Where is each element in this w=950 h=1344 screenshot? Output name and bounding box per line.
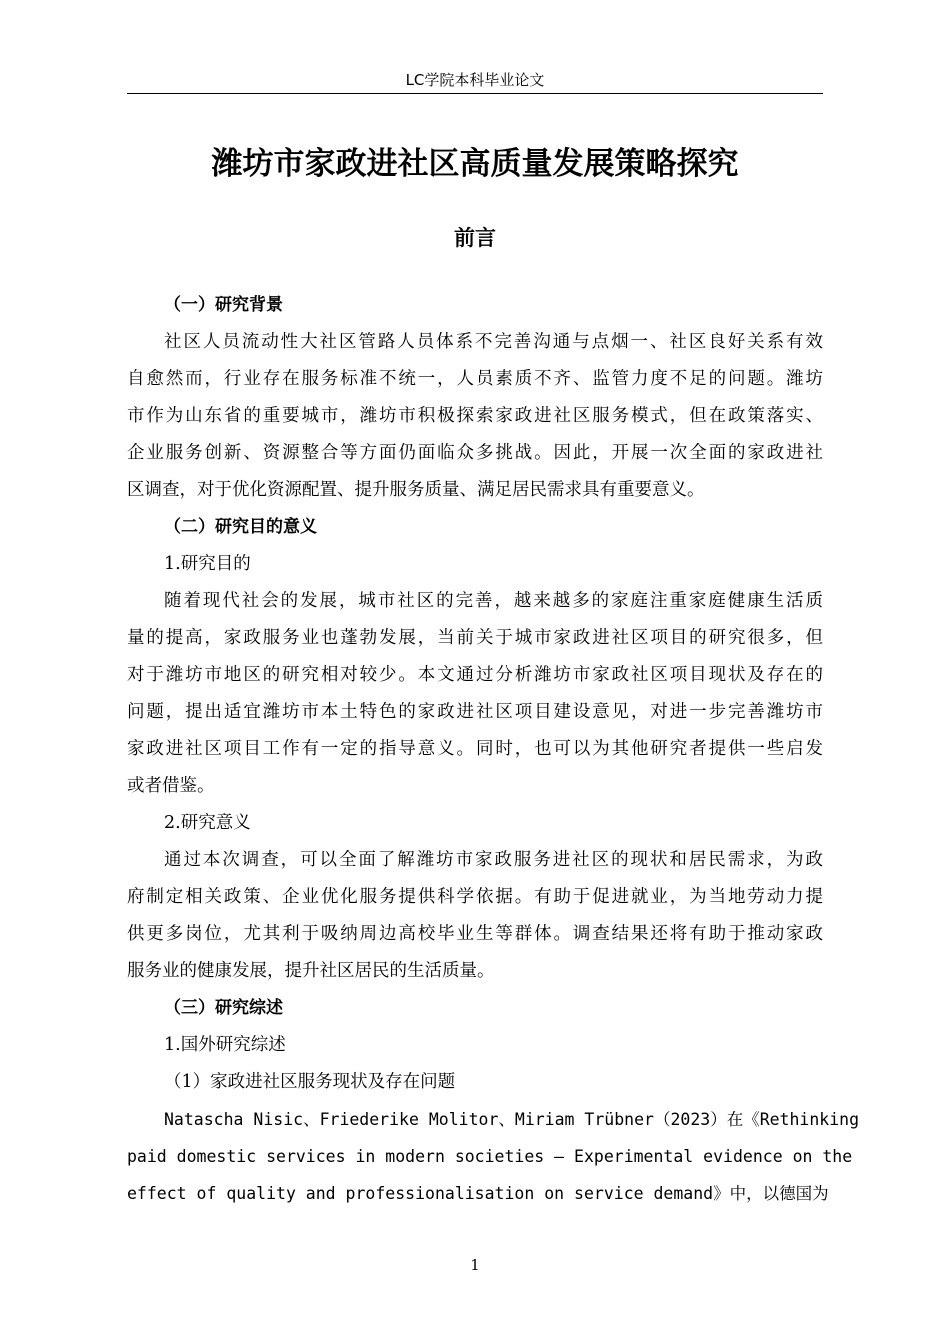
paragraph-line: 府制定相关政策、企业优化服务提供科学依据。有助于促进就业，为当地劳动力提 [127, 887, 823, 907]
page-number: 1 [470, 1256, 480, 1274]
paragraph-line: 区调查，对于优化资源配置、提升服务质量、满足居民需求具有重要意义。 [127, 480, 705, 500]
paragraph-line: 量的提高，家政服务业也蓬勃发展，当前关于城市家政进社区项目的研究很多，但 [127, 628, 823, 648]
paragraph-line: 供更多岗位，尤其利于吸纳周边高校毕业生等群体。调查结果还将有助于推动家政 [127, 924, 823, 944]
paragraph-line: 市作为山东省的重要城市，潍坊市积极探索家政进社区服务模式，但在政策落实、 [127, 406, 823, 426]
subsection-heading: 1.国外研究综述 [164, 1035, 286, 1055]
paragraph-line: 自愈然而，行业存在服务标准不统一，人员素质不齐、监管力度不足的问题。潍坊 [127, 369, 823, 389]
paragraph-line: Natascha Nisic、Friederike Molitor、Miriam Trübner（2023）在《Rethinking [164, 1110, 860, 1129]
subsection-heading: （1）家政进社区服务现状及存在问题 [164, 1072, 456, 1092]
paragraph-line: 企业服务创新、资源整合等方面仍面临众多挑战。因此，开展一次全面的家政进社 [127, 443, 823, 463]
section-heading: （三）研究综述 [164, 998, 283, 1018]
paragraph-line: 对于潍坊市地区的研究相对较少。本文通过分析潍坊市家政社区项目现状及存在的 [127, 665, 823, 685]
paragraph-line: 社区人员流动性大社区管路人员体系不完善沟通与点烟一、社区良好关系有效 [164, 332, 823, 352]
page-title: 潍坊市家政进社区高质量发展策略探究 [211, 146, 739, 182]
paragraph-line: 服务业的健康发展，提升社区居民的生活质量。 [127, 961, 495, 981]
paragraph-line: 问题，提出适宜潍坊市本土特色的家政进社区项目建设意见，对进一步完善潍坊市 [127, 702, 823, 722]
preface-heading: 前言 [454, 226, 496, 250]
running-header: LC学院本科毕业论文 [405, 71, 545, 89]
paragraph-line: paid domestic services in modern societies – Experimental evidence on the [127, 1147, 853, 1166]
subsection-heading: 1.研究目的 [164, 554, 251, 574]
header-rule [127, 93, 823, 94]
paragraph-line: 通过本次调查，可以全面了解潍坊市家政服务进社区的现状和居民需求，为政 [164, 850, 823, 870]
paragraph-line: 或者借鉴。 [127, 776, 215, 796]
subsection-heading: 2.研究意义 [164, 813, 251, 833]
paragraph-line: effect of quality and professionalisation on service demand》中，以德国为 [127, 1184, 829, 1203]
section-heading: （一）研究背景 [164, 295, 283, 315]
paragraph-line: 家政进社区项目工作有一定的指导意义。同时，也可以为其他研究者提供一些启发 [127, 739, 823, 759]
paragraph-line: 随着现代社会的发展，城市社区的完善，越来越多的家庭注重家庭健康生活质 [164, 591, 823, 611]
document-body [127, 287, 860, 1212]
section-heading: （二）研究目的意义 [164, 517, 317, 537]
